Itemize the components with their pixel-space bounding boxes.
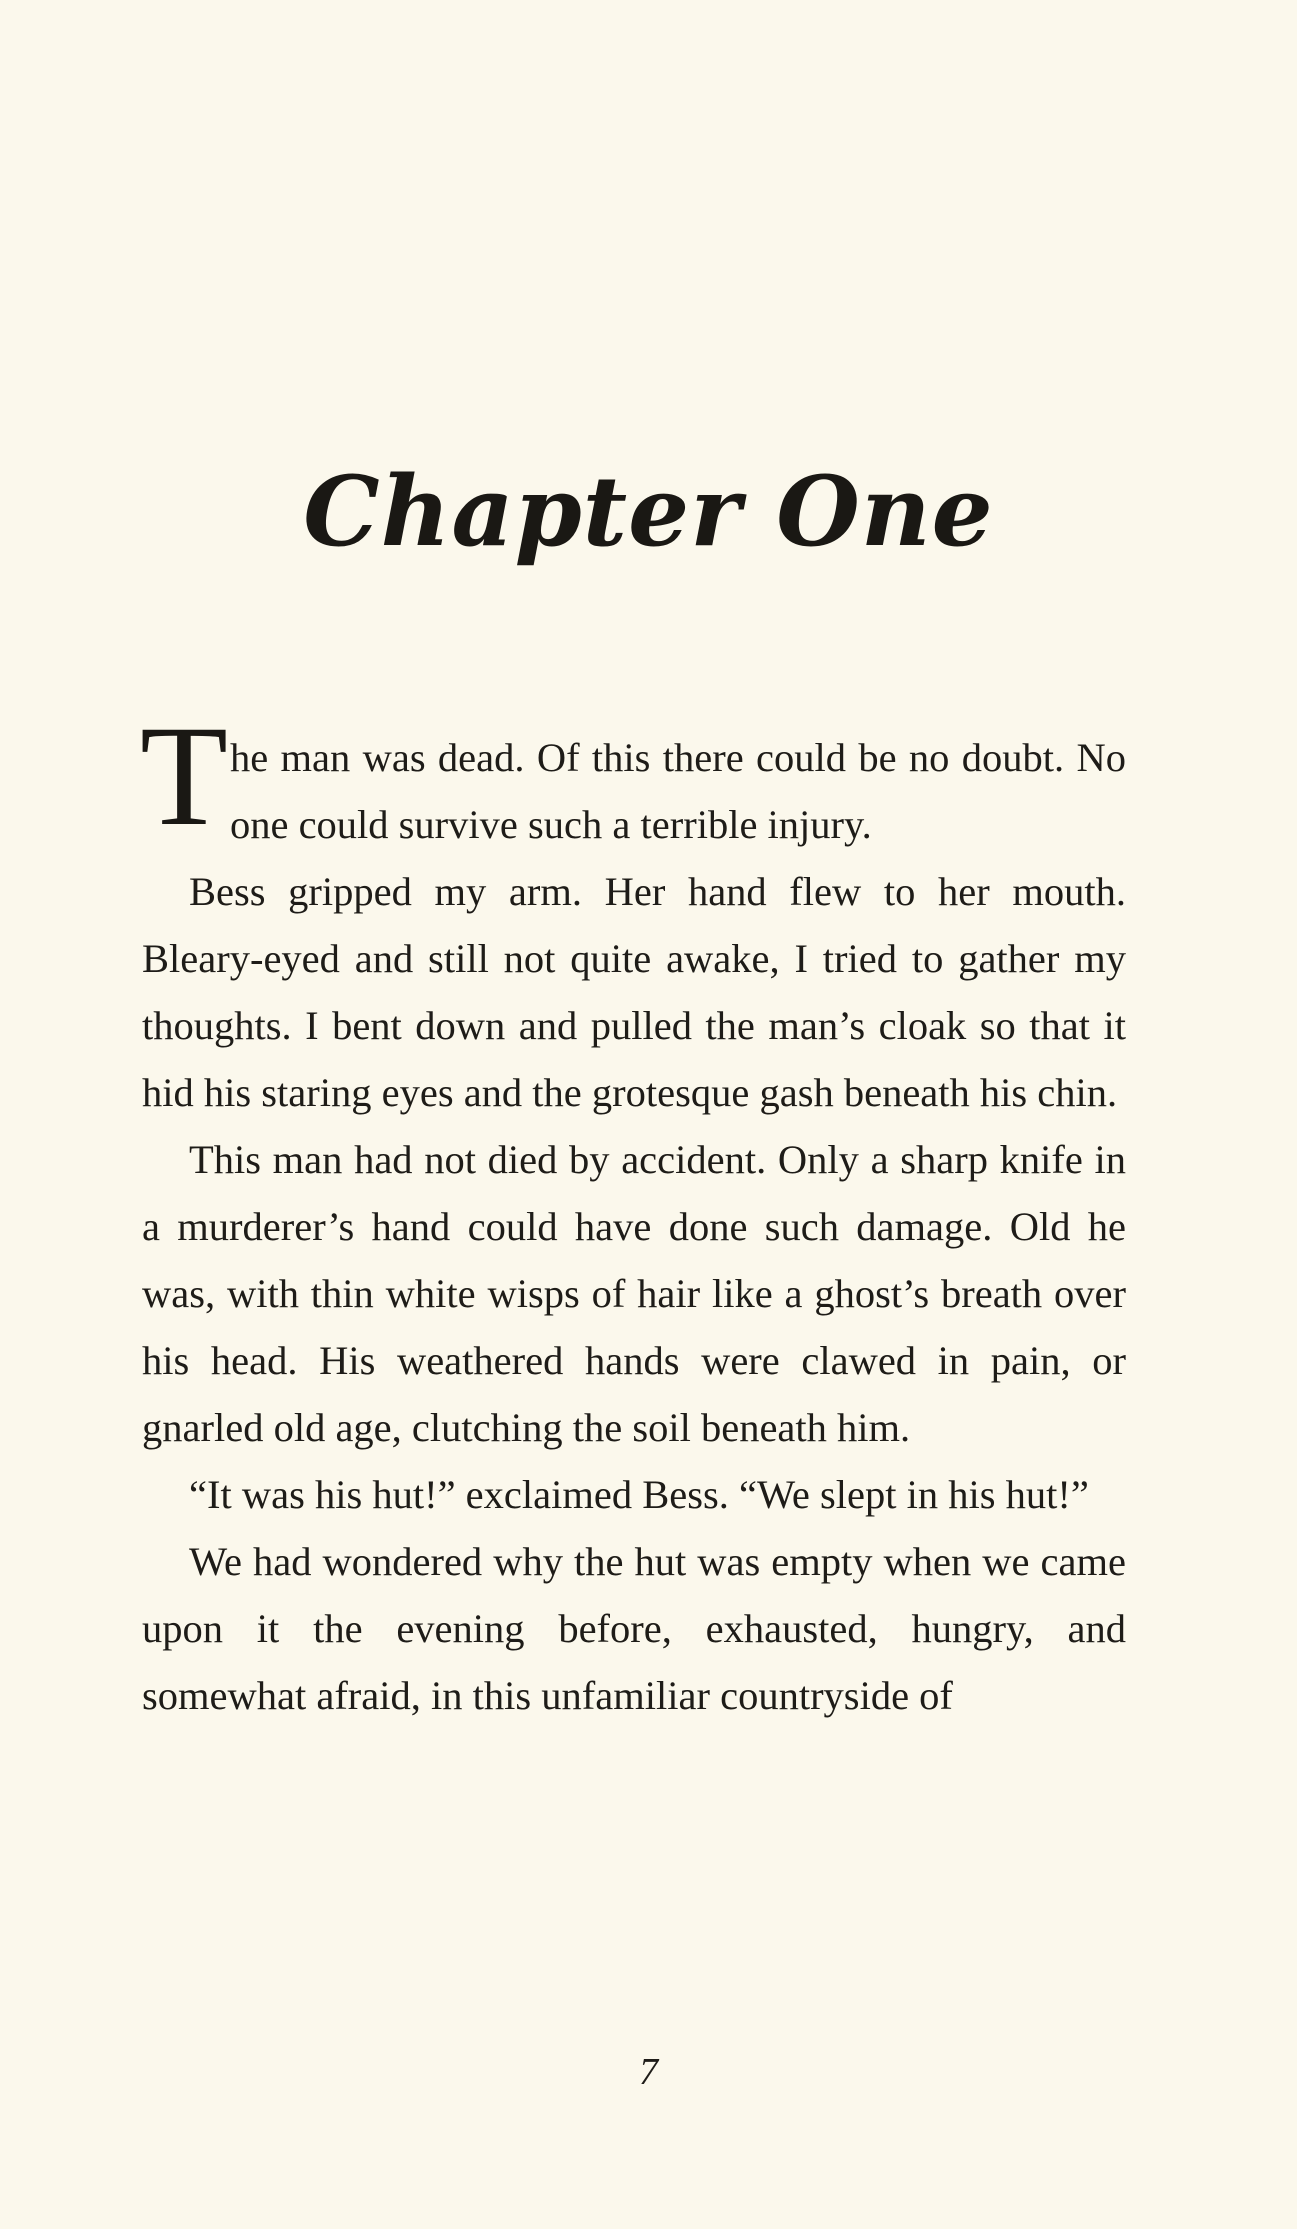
drop-cap: T	[140, 697, 228, 856]
paragraph-1	[140, 697, 1126, 858]
paragraph-4: “It was his hut!” exclaimed Bess. “We slept in his hut!”	[189, 1472, 1089, 1517]
paragraph-1-text: he man was dead. Of this there could be no doubt. No one could survive such a terrible injury.	[229, 735, 1126, 847]
page-number: 7	[639, 2051, 658, 2093]
paragraph-3: This man had not died by accident. Only a sharp knife in a murderer’s hand could have done such damage. Old he was, with thin white wisps of hair like a ghost’s breath over his head. His weathered hands were clawed in pain, or gnarled old age, clutching the soil beneath him.	[142, 1137, 1126, 1450]
chapter-title: Chapter One	[303, 455, 994, 568]
chapter-body	[140, 697, 1126, 1729]
paragraph-5: We had wondered why the hut was empty when we came upon it the evening before, exhausted, hungry, and somewhat afraid, in this unfamiliar countryside of	[142, 1539, 1126, 1718]
paragraph-2: Bess gripped my arm. Her hand flew to her mouth. Bleary-eyed and still not quite awake, I tried to gather my thoughts. I bent down and pulled the man’s cloak so that it hid his staring eyes and the grotesque gash beneath his chin.	[142, 869, 1126, 1115]
